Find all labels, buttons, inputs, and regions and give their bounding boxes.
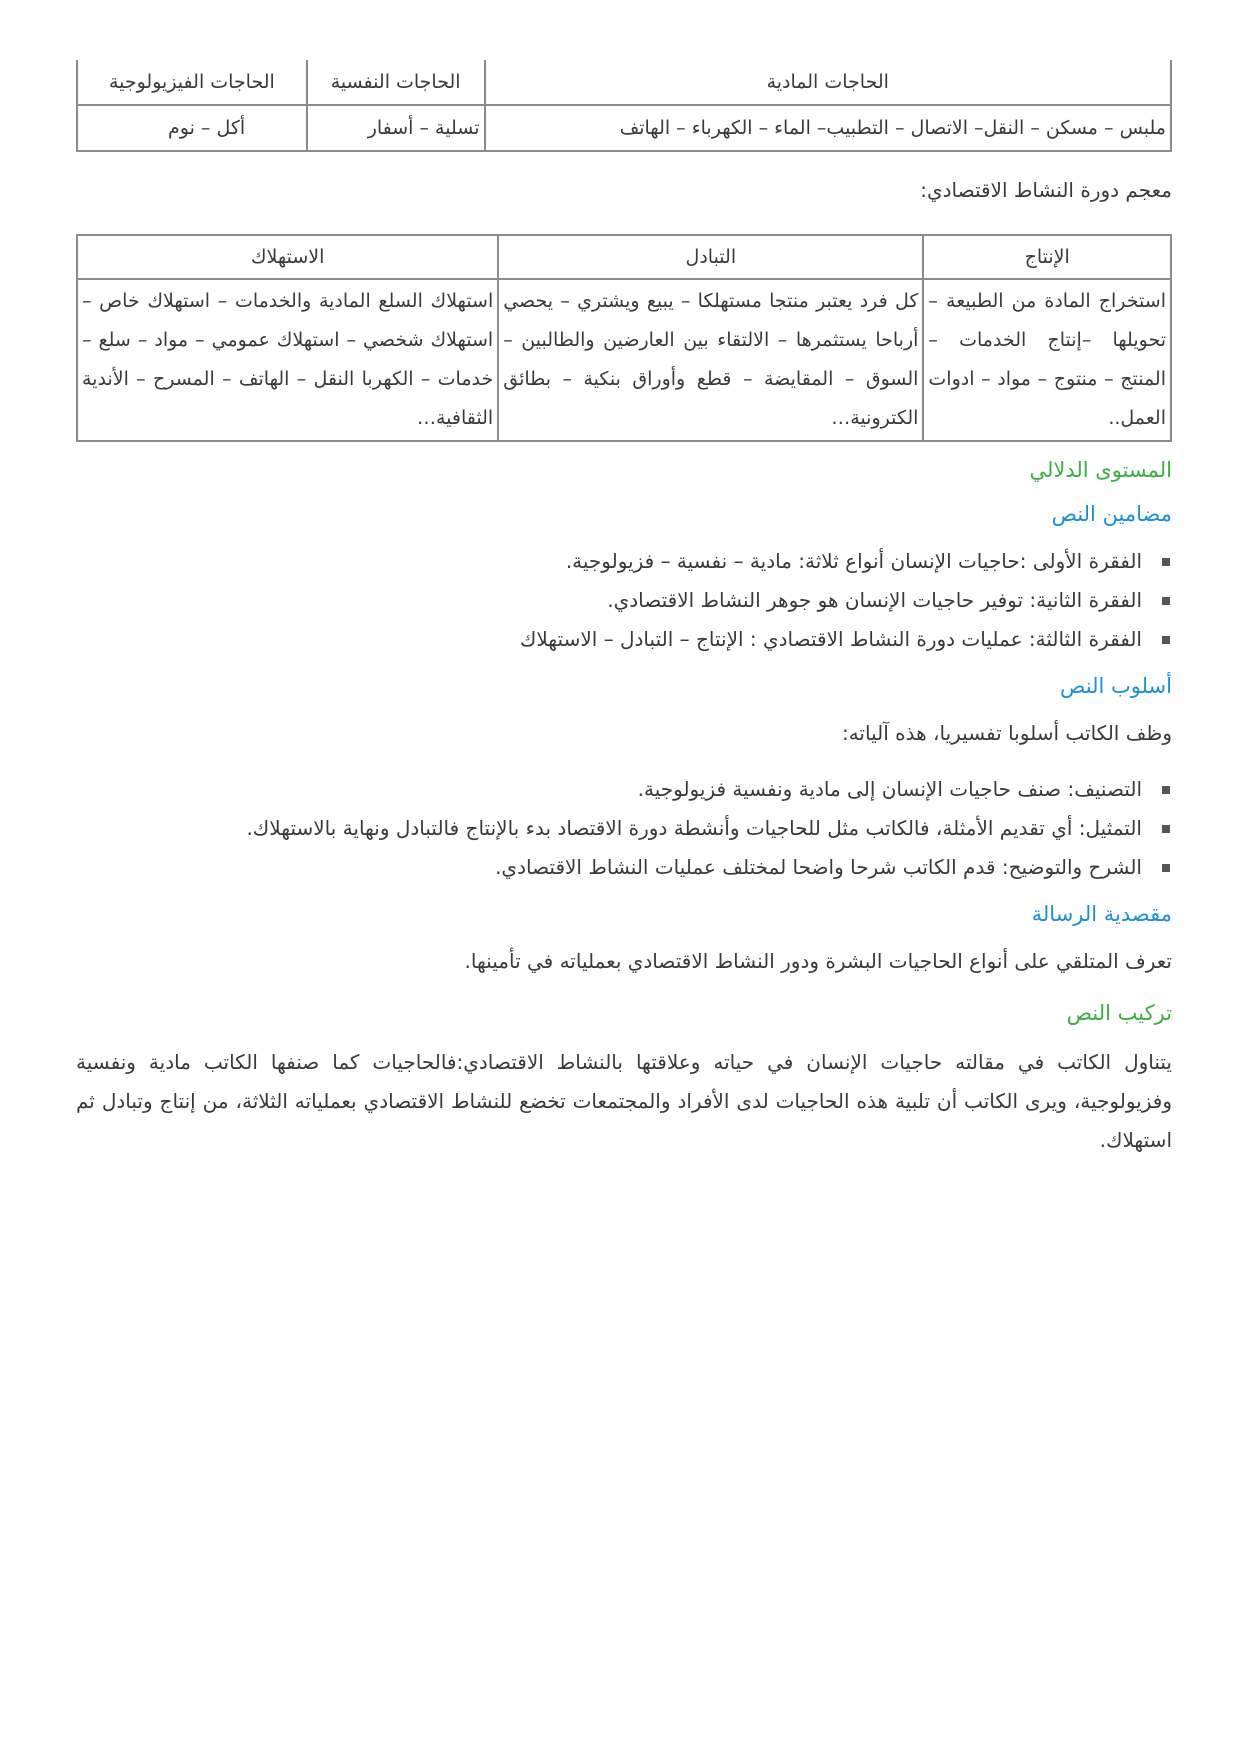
contents-list — [76, 542, 1172, 659]
square-bullet-icon — [1162, 864, 1170, 872]
header-production: الإنتاج — [923, 235, 1171, 279]
style-intro: وظف الكاتب أسلوبا تفسيريا، هذه آلياته: — [841, 721, 1172, 745]
list-item — [76, 848, 1172, 887]
list-item — [76, 542, 1172, 581]
list-item-text: الفقرة الأولى :حاجيات الإنسان أنواع ثلاثة: مادية – نفسية – فزيولوجية. — [565, 549, 1142, 573]
semantic-level-heading: المستوى الدلالي — [1029, 458, 1172, 482]
text-synthesis-paragraph: يتناول الكاتب في مقالته حاجيات الإنسان في حياته وعلاقتها بالنشاط الاقتصادي:فالحاجيات كما صنفها الكاتب مادية ونفسية وفزيولوجية، ويرى الكاتب أن تلبية هذه الحاجيات لدى الأفراد والمجتمعات تخضع للنشاط الاقتصادي بعملياته الثلاثة، من إنتاج وتبادل ثم استهلاك. — [76, 1050, 1172, 1152]
square-bullet-icon — [1162, 597, 1170, 605]
list-item — [76, 809, 1172, 848]
needs-table-header-row — [77, 60, 1171, 105]
cell-exchange-lexicon: كل فرد يعتبر منتجا مستهلكا – يبيع ويشتري – يحصي أرباحا يستثمرها – الالتقاء بين العارضين والطالبين – السوق – المقايضة – قطع وأوراق بنكية – بطائق الكترونية… — [498, 279, 923, 441]
lexicon-title: معجم دورة النشاط الاقتصادي: — [920, 178, 1172, 202]
text-contents-heading: مضامين النص — [1051, 502, 1172, 526]
message-purpose-heading: مقصدية الرسالة — [1031, 902, 1172, 926]
needs-table — [76, 60, 1172, 152]
cycle-table-header-row — [77, 235, 1171, 279]
list-item — [76, 770, 1172, 809]
cell-physiological-examples: أكل – نوم — [77, 105, 307, 151]
square-bullet-icon — [1162, 558, 1170, 566]
header-psychological-needs: الحاجات النفسية — [307, 60, 485, 105]
header-exchange: التبادل — [498, 235, 923, 279]
header-physiological-needs: الحاجات الفيزيولوجية — [77, 60, 307, 105]
text-synthesis-heading: تركيب النص — [1066, 1001, 1172, 1025]
cell-consumption-lexicon: استهلاك السلع المادية والخدمات – استهلاك خاص – استهلاك شخصي – استهلاك عمومي – مواد – سلع – خدمات – الكهربا النقل – الهاتف – المسرح – الأندية الثقافية… — [77, 279, 498, 441]
square-bullet-icon — [1162, 786, 1170, 794]
list-item-text: الشرح والتوضيح: قدم الكاتب شرحا واضحا لمختلف عمليات النشاط الاقتصادي. — [495, 855, 1142, 879]
cell-production-lexicon: استخراج المادة من الطبيعة – تحويلها –إنتاج الخدمات – المنتج – منتوج – مواد – ادوات العمل.. — [923, 279, 1171, 441]
list-item — [76, 581, 1172, 620]
text-style-heading: أسلوب النص — [1060, 674, 1172, 698]
economic-cycle-table — [76, 234, 1172, 442]
message-purpose-text: تعرف المتلقي على أنواع الحاجيات البشرة ودور النشاط الاقتصادي بعملياته في تأمينها. — [464, 949, 1172, 973]
cell-psychological-examples: تسلية – أسفار — [307, 105, 485, 151]
square-bullet-icon — [1162, 825, 1170, 833]
list-item-text: التصنيف: صنف حاجيات الإنسان إلى مادية ونفسية فزيولوجية. — [637, 777, 1142, 801]
cycle-table-body-row — [77, 279, 1171, 441]
list-item — [76, 620, 1172, 659]
header-consumption: الاستهلاك — [77, 235, 498, 279]
style-list — [76, 770, 1172, 887]
list-item-text: الفقرة الثانية: توفير حاجيات الإنسان هو جوهر النشاط الاقتصادي. — [607, 588, 1142, 612]
list-item-text: الفقرة الثالثة: عمليات دورة النشاط الاقتصادي : الإنتاج – التبادل – الاستهلاك — [519, 627, 1142, 651]
needs-table-examples-row — [77, 105, 1171, 151]
square-bullet-icon — [1162, 636, 1170, 644]
header-material-needs: الحاجات المادية — [485, 60, 1172, 105]
list-item-text: التمثيل: أي تقديم الأمثلة، فالكاتب مثل للحاجيات وأنشطة دورة الاقتصاد بدء بالإنتاج فالتبادل ونهاية بالاستهلاك. — [246, 816, 1142, 840]
document-page — [76, 0, 1172, 1160]
cell-material-examples: ملبس – مسكن – النقل– الاتصال – التطبيب– الماء – الكهرباء – الهاتف — [485, 105, 1172, 151]
